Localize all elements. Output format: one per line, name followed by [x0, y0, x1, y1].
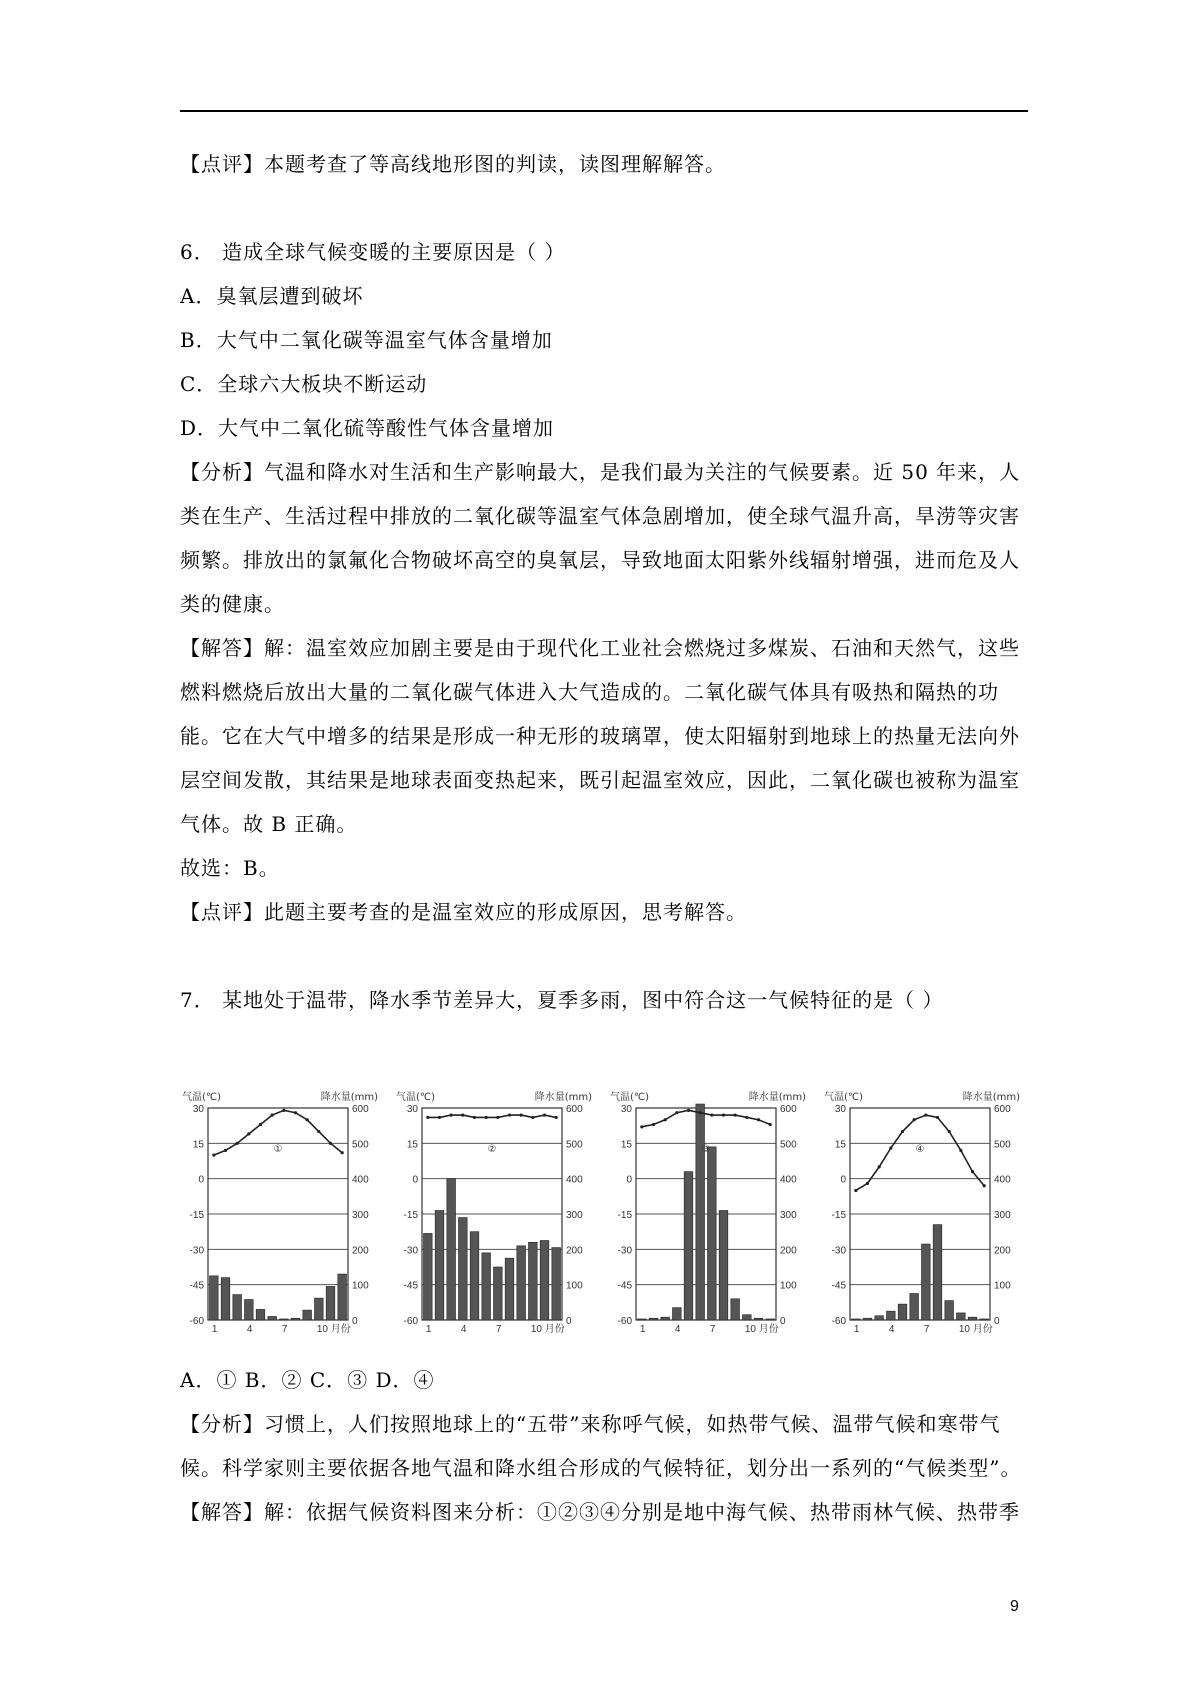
temp-tick-label: -30 [617, 1245, 632, 1257]
q6-answer-line-3: 能。它在大气中增多的结果是形成一种无形的玻璃罩，使太阳辐射到地球上的热量无法向外 [180, 724, 1020, 748]
temp-axis-label: 气温(℃) [182, 1092, 222, 1103]
temperature-point [224, 1149, 227, 1152]
precip-bar [210, 1276, 219, 1320]
precip-tick-label: 400 [994, 1174, 1011, 1186]
precip-bar [424, 1233, 433, 1320]
q6-option-a: A．臭氧层遭到破坏 [180, 284, 364, 308]
climate-chart-4-svg [822, 1088, 1022, 1338]
q6-analysis-line-2: 类在生产、生活过程中排放的二氧化碳等温室气体急剧增加，使全球气温升高，旱涝等灾害 [180, 504, 1020, 528]
temp-tick-label: -60 [831, 1316, 846, 1327]
temperature-point [854, 1189, 857, 1192]
x-tick-label: 7 [281, 1324, 288, 1335]
chart-title: ② [487, 1144, 497, 1156]
precip-bar [875, 1316, 884, 1320]
temperature-point [901, 1130, 904, 1133]
precip-bar [922, 1244, 931, 1320]
x-tick-label: 10 月份 [744, 1324, 779, 1335]
x-tick-label: 4 [246, 1324, 253, 1335]
temperature-point [294, 1111, 297, 1114]
x-tick-label: 4 [460, 1324, 467, 1335]
precip-bar [256, 1309, 265, 1320]
climate-chart-1 [180, 1088, 380, 1338]
precip-tick-label: 0 [994, 1316, 1000, 1327]
temperature-point [282, 1109, 285, 1112]
q7-analysis-line-1: 【分析】习惯上，人们按照地球上的“五带”来称呼气候，如热带气候、温带气候和寒带气 [180, 1412, 1001, 1436]
precip-bar [505, 1258, 514, 1320]
temperature-point [461, 1113, 464, 1116]
precip-bar [552, 1248, 561, 1320]
temperature-point [710, 1113, 713, 1116]
precip-bar [731, 1299, 740, 1320]
temp-tick-label: 15 [192, 1139, 204, 1151]
temperature-point [924, 1113, 927, 1116]
review-text-5: 【点评】本题考查了等高线地形图的判读，读图理解解答。 [180, 152, 726, 176]
q6-answer-line-2: 燃料燃烧后放出大量的二氧化碳气体进入大气造成的。二氧化碳气体具有吸热和隔热的功 [180, 680, 999, 704]
precip-bar [482, 1253, 491, 1320]
temperature-point [971, 1170, 974, 1173]
temperature-point [496, 1116, 499, 1119]
precip-bar [754, 1318, 763, 1320]
temp-tick-label: 15 [620, 1139, 632, 1151]
precip-bar [338, 1274, 347, 1320]
temperature-line [428, 1115, 556, 1117]
temperature-point [520, 1113, 523, 1116]
precip-bar [638, 1319, 647, 1320]
q6-option-d: D．大气中二氧化硫等酸性气体含量增加 [180, 416, 555, 440]
precip-bar [887, 1311, 896, 1320]
temperature-point [485, 1116, 488, 1119]
x-tick-label: 7 [495, 1324, 502, 1335]
temperature-point [508, 1113, 511, 1116]
q6-choice: 故选：B。 [180, 856, 280, 880]
temp-tick-label: 0 [626, 1174, 632, 1186]
temp-tick-label: 15 [406, 1139, 418, 1151]
temp-tick-label: -30 [189, 1245, 204, 1257]
x-tick-label: 1 [425, 1324, 432, 1335]
temp-tick-label: 30 [834, 1104, 846, 1115]
temp-tick-label: 30 [406, 1104, 418, 1115]
x-tick-label: 10 月份 [958, 1324, 993, 1335]
precip-bar [661, 1317, 670, 1320]
q6-answer-line-1: 【解答】解：温室效应加剧主要是由于现代化工业社会燃烧过多煤炭、石油和天然气，这些 [180, 636, 1020, 660]
x-tick-label: 4 [674, 1324, 681, 1335]
precip-bar [933, 1225, 942, 1320]
temp-tick-label: -60 [617, 1316, 632, 1327]
temp-tick-label: 0 [198, 1174, 204, 1186]
precip-tick-label: 300 [994, 1210, 1011, 1221]
temperature-point [936, 1116, 939, 1119]
precip-bar [268, 1316, 277, 1320]
precip-tick-label: 300 [352, 1210, 369, 1221]
q6-review: 【点评】此题主要考查的是温室效应的形成原因，思考解答。 [180, 900, 747, 924]
precip-bar [743, 1315, 752, 1320]
x-tick-label: 1 [853, 1324, 860, 1335]
q6-option-c: C．全球六大板块不断运动 [180, 372, 428, 396]
temp-tick-label: -45 [403, 1280, 418, 1292]
precip-bar [684, 1172, 693, 1320]
precip-bar [280, 1319, 289, 1320]
q6-analysis-line-4: 类的健康。 [180, 592, 285, 616]
temp-tick-label: 30 [192, 1104, 204, 1115]
precip-bar [852, 1319, 861, 1320]
precip-bar [326, 1286, 335, 1320]
precip-bar [233, 1295, 242, 1320]
q6-answer-line-4: 层空间发散，其结果是地球表面变热起来，既引起温室效应，因此，二氧化碳也被称为温室 [180, 768, 1020, 792]
temp-tick-label: -60 [189, 1316, 204, 1327]
precip-tick-label: 300 [780, 1210, 797, 1221]
temperature-point [317, 1130, 320, 1133]
temp-tick-label: 0 [840, 1174, 846, 1186]
temperature-point [555, 1116, 558, 1119]
precip-bar [459, 1218, 468, 1320]
precip-axis-label: 降水量(mm) [320, 1092, 378, 1103]
temperature-point [450, 1113, 453, 1116]
temperature-point [734, 1113, 737, 1116]
temp-tick-label: 30 [620, 1104, 632, 1115]
temperature-point [438, 1116, 441, 1119]
temperature-point [426, 1116, 429, 1119]
precip-tick-label: 600 [566, 1104, 583, 1115]
q6-option-b: B．大气中二氧化碳等温室气体含量增加 [180, 328, 553, 352]
precip-bar [910, 1294, 919, 1321]
precip-bar [435, 1210, 444, 1320]
precip-tick-label: 500 [352, 1139, 369, 1151]
temperature-point [473, 1116, 476, 1119]
temperature-point [271, 1113, 274, 1116]
temperature-point [306, 1118, 309, 1121]
temp-tick-label: -15 [617, 1210, 632, 1221]
x-tick-label: 4 [888, 1324, 895, 1335]
temperature-point [699, 1111, 702, 1114]
question-7-stem: 7． 某地处于温带，降水季节差异大，夏季多雨，图中符合这一气候特征的是（ ） [180, 988, 944, 1012]
precip-tick-label: 200 [566, 1245, 583, 1257]
q6-analysis-line-1: 【分析】气温和降水对生活和生产影响最大，是我们最为关注的气候要素。近 50 年来，人 [180, 460, 1021, 484]
precip-tick-label: 600 [352, 1104, 369, 1115]
temperature-point [959, 1149, 962, 1152]
chart-title: ① [273, 1144, 283, 1156]
precip-tick-label: 200 [780, 1245, 797, 1257]
precip-tick-label: 300 [566, 1210, 583, 1221]
precip-bar [980, 1319, 989, 1320]
precip-bar [447, 1179, 456, 1320]
precip-bar [957, 1313, 966, 1320]
temperature-point [687, 1109, 690, 1112]
q7-analysis-line-2: 候。科学家则主要依据各地气温和降水组合形成的气候特征，划分出一系列的“气候类型”。 [180, 1456, 1022, 1480]
page-number: 9 [1010, 1598, 1019, 1615]
header-rule [180, 110, 1028, 112]
precip-bar [221, 1278, 230, 1320]
temp-tick-label: -15 [831, 1210, 846, 1221]
temperature-point [236, 1142, 239, 1145]
temperature-point [745, 1116, 748, 1119]
precip-bar [540, 1241, 549, 1321]
temp-tick-label: -60 [403, 1316, 418, 1327]
precip-bar [245, 1300, 254, 1320]
precip-tick-label: 100 [352, 1280, 369, 1292]
precip-axis-label: 降水量(mm) [962, 1092, 1020, 1103]
temperature-point [212, 1154, 215, 1157]
climate-chart-2 [394, 1088, 594, 1338]
temperature-point [652, 1123, 655, 1126]
temperature-point [983, 1184, 986, 1187]
x-tick-label: 1 [639, 1324, 646, 1335]
precip-bar [494, 1267, 503, 1320]
chart-title: ④ [915, 1144, 925, 1156]
precip-bar [968, 1317, 977, 1320]
precip-tick-label: 500 [994, 1139, 1011, 1151]
x-tick-label: 10 月份 [530, 1324, 565, 1335]
precip-tick-label: 100 [994, 1280, 1011, 1292]
temp-tick-label: -45 [831, 1280, 846, 1292]
temperature-point [757, 1118, 760, 1121]
temp-tick-label: -15 [403, 1210, 418, 1221]
precip-tick-label: 600 [994, 1104, 1011, 1115]
precip-bar [708, 1147, 717, 1320]
precip-bar [766, 1319, 775, 1320]
temperature-point [769, 1123, 772, 1126]
precip-bar [517, 1246, 526, 1320]
temp-tick-label: -45 [617, 1280, 632, 1292]
precip-bar [649, 1318, 658, 1320]
precip-bar [945, 1301, 954, 1320]
climate-chart-3-svg [608, 1088, 808, 1338]
temperature-point [640, 1125, 643, 1128]
temperature-point [247, 1132, 250, 1135]
precip-tick-label: 400 [780, 1174, 797, 1186]
x-tick-label: 1 [211, 1324, 218, 1335]
precip-axis-label: 降水量(mm) [534, 1092, 592, 1103]
climate-chart-3 [608, 1088, 808, 1338]
temperature-point [878, 1165, 881, 1168]
q7-answer-line-1: 【解答】解：依据气候资料图来分析：①②③④分别是地中海气候、热带雨林气候、热带季 [180, 1500, 1020, 1524]
precip-bar [673, 1308, 682, 1320]
precip-tick-label: 500 [566, 1139, 583, 1151]
precip-axis-label: 降水量(mm) [748, 1092, 806, 1103]
temperature-point [722, 1113, 725, 1116]
x-tick-label: 7 [709, 1324, 716, 1335]
temp-tick-label: 15 [834, 1139, 846, 1151]
precip-bar [291, 1318, 300, 1320]
precip-bar [863, 1318, 872, 1320]
precip-tick-label: 100 [566, 1280, 583, 1292]
precip-bar [696, 1104, 705, 1320]
q6-answer-line-5: 气体。故 B 正确。 [180, 812, 358, 836]
question-6-stem: 6． 造成全球气候变暖的主要原因是（ ） [180, 240, 566, 264]
precip-tick-label: 600 [780, 1104, 797, 1115]
temp-tick-label: -45 [189, 1280, 204, 1292]
climate-chart-1-svg [180, 1088, 380, 1338]
precip-bar [719, 1210, 728, 1320]
temperature-point [675, 1111, 678, 1114]
precip-bar [470, 1232, 479, 1320]
temp-tick-label: -30 [403, 1245, 418, 1257]
temp-axis-label: 气温(℃) [610, 1092, 650, 1103]
temperature-point [889, 1146, 892, 1149]
temperature-point [664, 1118, 667, 1121]
temperature-point [543, 1113, 546, 1116]
temperature-point [866, 1182, 869, 1185]
x-tick-label: 10 月份 [316, 1324, 351, 1335]
temperature-point [948, 1130, 951, 1133]
precip-tick-label: 100 [780, 1280, 797, 1292]
temp-axis-label: 气温(℃) [824, 1092, 864, 1103]
temp-tick-label: -15 [189, 1210, 204, 1221]
precip-tick-label: 500 [780, 1139, 797, 1151]
temperature-point [531, 1116, 534, 1119]
temperature-point [913, 1118, 916, 1121]
climate-charts [180, 1088, 1028, 1338]
precip-tick-label: 400 [352, 1174, 369, 1186]
x-tick-label: 7 [923, 1324, 930, 1335]
temperature-line [642, 1110, 770, 1126]
precip-bar [529, 1242, 538, 1320]
temp-tick-label: 0 [412, 1174, 418, 1186]
precip-bar [898, 1304, 907, 1320]
temp-tick-label: -30 [831, 1245, 846, 1257]
temperature-point [329, 1142, 332, 1145]
precip-tick-label: 0 [352, 1316, 358, 1327]
precip-tick-label: 0 [566, 1316, 572, 1327]
temp-axis-label: 气温(℃) [396, 1092, 436, 1103]
temperature-point [259, 1123, 262, 1126]
q7-options: A．① B．② C．③ D．④ [180, 1368, 435, 1392]
climate-chart-4 [822, 1088, 1022, 1338]
precip-bar [303, 1310, 312, 1320]
climate-chart-2-svg [394, 1088, 594, 1338]
precip-tick-label: 0 [780, 1316, 786, 1327]
q6-analysis-line-3: 频繁。排放出的氯氟化合物破坏高空的臭氧层，导致地面太阳紫外线辐射增强，进而危及人 [180, 548, 1020, 572]
precip-bar [315, 1298, 324, 1320]
chart-title: ③ [701, 1144, 711, 1156]
precip-tick-label: 200 [994, 1245, 1011, 1257]
precip-tick-label: 200 [352, 1245, 369, 1257]
temperature-point [341, 1151, 344, 1154]
precip-tick-label: 400 [566, 1174, 583, 1186]
